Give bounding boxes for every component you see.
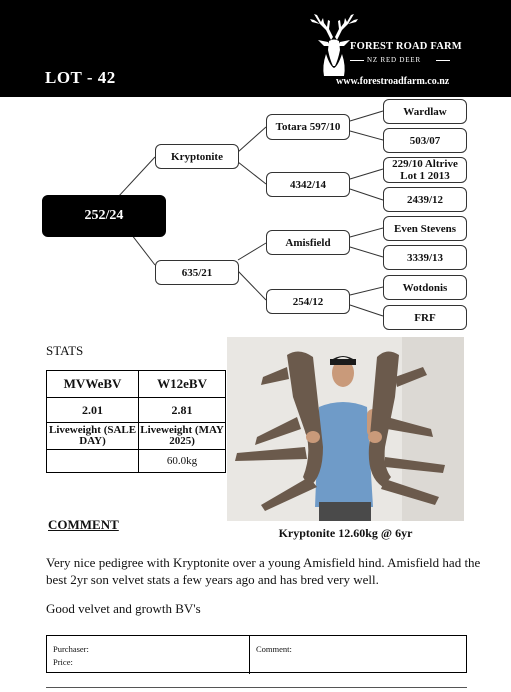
pedigree-dam-dam: 254/12	[266, 289, 350, 314]
divider	[249, 636, 250, 674]
farm-tagline: NZ RED DEER	[367, 56, 421, 64]
pedigree-dam: 635/21	[155, 260, 239, 285]
comment-heading: COMMENT	[48, 517, 119, 532]
stats-col1-sub: Liveweight (SALE DAY)	[47, 423, 139, 450]
pedigree-dam-sire: Amisfield	[266, 230, 350, 255]
divider	[436, 60, 450, 61]
farm-name: FOREST ROAD FARM	[350, 41, 462, 52]
farm-website: www.forestroadfarm.co.nz	[336, 76, 450, 87]
pedigree-animal: 252/24	[42, 195, 166, 237]
stats-col2-value: 2.81	[139, 398, 226, 423]
page-header	[0, 0, 511, 97]
divider	[350, 60, 364, 61]
stag-photo	[227, 337, 464, 521]
pedigree-gg-5: Even Stevens	[383, 216, 467, 241]
lot-number: LOT - 42	[45, 68, 116, 87]
comment-paragraph: Good velvet and growth BV's	[46, 601, 201, 616]
pedigree-sire-sire: Totara 597/10	[266, 114, 350, 140]
pedigree-gg-4: 2439/12	[383, 187, 467, 212]
pedigree-gg-3: 229/10 Altrive Lot 1 2013	[383, 157, 467, 183]
sale-comment-label: Comment:	[256, 644, 292, 654]
price-label: Price:	[53, 657, 73, 667]
pedigree-gg-1: Wardlaw	[383, 99, 467, 124]
pedigree-gg-8: FRF	[383, 305, 467, 330]
pedigree-sire-dam: 4342/14	[266, 172, 350, 197]
pedigree-gg-7: Wotdonis	[383, 275, 467, 300]
comment-paragraph: Very nice pedigree with Kryptonite over a young Amisfield hind. Amisfield had the best 2yr son velvet stats a few years ago and has bred very well.	[46, 555, 481, 587]
stats-table	[46, 370, 226, 473]
stats-col1-header: MVWeBV	[47, 371, 139, 398]
stats-col1-weight	[47, 450, 139, 473]
stats-col2-weight: 60.0kg	[139, 450, 226, 473]
stats-col2-header: W12eBV	[139, 371, 226, 398]
divider	[46, 687, 467, 688]
stats-heading: STATS	[46, 343, 84, 358]
stats-col2-sub: Liveweight (MAY 2025)	[139, 423, 226, 450]
pedigree-gg-6: 3339/13	[383, 245, 467, 270]
man-holding-antlers-image	[227, 337, 464, 521]
stats-col1-value: 2.01	[47, 398, 139, 423]
pedigree-chart	[0, 97, 511, 337]
pedigree-sire: Kryptonite	[155, 144, 239, 169]
pedigree-gg-2: 503/07	[383, 128, 467, 153]
sale-record-box	[46, 635, 467, 673]
purchaser-label: Purchaser:	[53, 644, 89, 654]
photo-caption: Kryptonite 12.60kg @ 6yr	[278, 526, 413, 540]
